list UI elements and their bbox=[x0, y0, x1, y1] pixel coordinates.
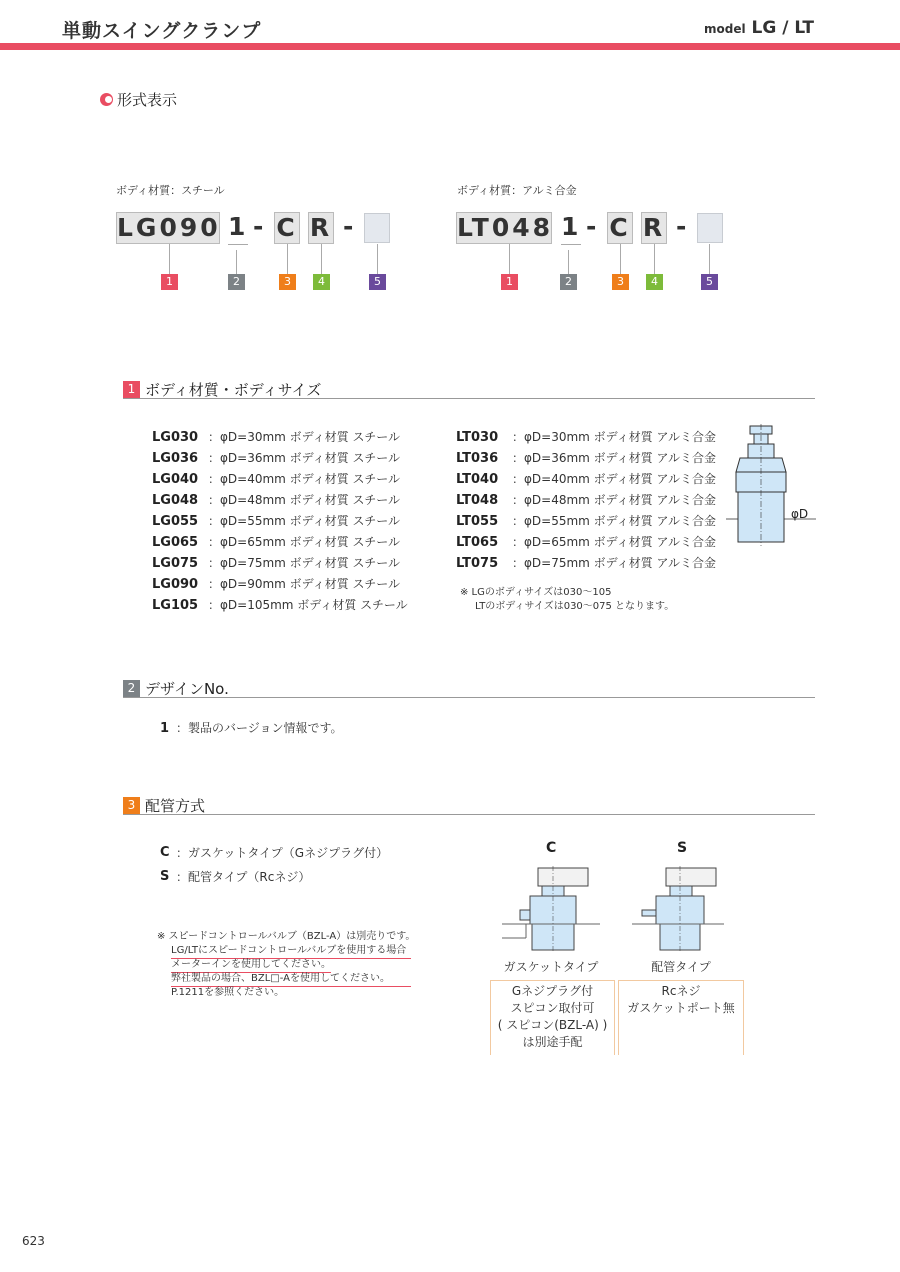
spec-row: LG055 ：φD=55mm ボディ材質 スチール bbox=[152, 514, 401, 529]
type-s-detail-line: ガスケットポート無 bbox=[627, 1001, 735, 1015]
section-title: 配管方式 bbox=[145, 797, 206, 815]
leader-line bbox=[568, 250, 569, 274]
code-dash: - bbox=[253, 212, 264, 241]
spec-row: LT048 ：φD=48mm ボディ材質 アルミ合金 bbox=[456, 493, 717, 508]
section-title: デザインNo. bbox=[145, 680, 229, 698]
type-c-detail-line: ( スピコン(BZL-A) ) bbox=[497, 1018, 608, 1032]
piping-type-illustration bbox=[632, 866, 724, 952]
leader-line bbox=[236, 250, 237, 274]
spec-row: LT036 ：φD=36mm ボディ材質 アルミ合金 bbox=[456, 451, 717, 466]
section-design-no bbox=[123, 678, 229, 699]
leader-line bbox=[509, 244, 510, 274]
type-s-label: 配管タイプ bbox=[651, 960, 711, 974]
gasket-type-illustration bbox=[502, 866, 600, 952]
spec-row: LT040 ：φD=40mm ボディ材質 アルミ合金 bbox=[456, 472, 717, 487]
tag-4: 4 bbox=[646, 274, 663, 290]
spec-row: LG075 ：φD=75mm ボディ材質 スチール bbox=[152, 556, 401, 571]
type-c-detail-line: は別途手配 bbox=[522, 1035, 583, 1049]
leader-line bbox=[620, 244, 621, 274]
section-number: 3 bbox=[123, 797, 140, 814]
spec-row: LG036 ：φD=36mm ボディ材質 スチール bbox=[152, 451, 401, 466]
model-code-box: LG090 bbox=[117, 213, 221, 242]
leader-line bbox=[709, 244, 710, 274]
header-accent-bar bbox=[0, 43, 900, 50]
piping-item: S ：配管タイプ（Rcネジ） bbox=[160, 869, 311, 884]
spec-row: LG090 ：φD=90mm ボディ材質 スチール bbox=[152, 577, 401, 592]
type-c-label: ガスケットタイプ bbox=[503, 960, 599, 974]
code-dash: - bbox=[586, 212, 597, 241]
clamp-body-illustration bbox=[726, 424, 816, 548]
piping-list bbox=[160, 841, 388, 889]
type-c-detail-line: スピコン取付可 bbox=[510, 1001, 595, 1015]
section-body-material-size bbox=[123, 379, 321, 400]
speed-control-note: 弊社製品の場合、BZL□-Aを使用してください。 bbox=[171, 972, 411, 987]
material-label-steel: ボディ材質：スチール bbox=[116, 184, 225, 197]
lt-spec-list bbox=[456, 427, 716, 574]
tag-3: 3 bbox=[279, 274, 296, 290]
tag-5: 5 bbox=[369, 274, 386, 290]
option-code-box: R bbox=[642, 213, 666, 242]
speed-control-note: LG/LTにスピードコントロールバルブを使用する場合 bbox=[171, 944, 411, 959]
page-header-title: 単動スイングクランプ bbox=[62, 20, 262, 42]
lg-spec-list bbox=[152, 427, 408, 616]
model-code-box: LT048 bbox=[457, 213, 554, 242]
section-number: 2 bbox=[123, 680, 140, 697]
tag-1: 1 bbox=[501, 274, 518, 290]
code-dash: - bbox=[343, 212, 354, 241]
tag-1: 1 bbox=[161, 274, 178, 290]
design-no-item: 1 ：製品のバージョン情報です。 bbox=[160, 721, 343, 736]
design-number: 1 bbox=[561, 212, 579, 241]
section-model-designation bbox=[100, 89, 177, 110]
spec-row: LG105 ：φD=105mm ボディ材質 スチール bbox=[152, 598, 408, 613]
empty-code-box bbox=[697, 213, 723, 243]
type-c-details bbox=[490, 980, 615, 1055]
model-name: LG / LT bbox=[751, 18, 814, 38]
tag-3: 3 bbox=[612, 274, 629, 290]
type-s-letter: S bbox=[677, 840, 688, 856]
tag-5: 5 bbox=[701, 274, 718, 290]
spec-row: LG030 ：φD=30mm ボディ材質 スチール bbox=[152, 430, 401, 445]
spec-row: LT055 ：φD=55mm ボディ材質 アルミ合金 bbox=[456, 514, 717, 529]
spec-row: LT030 ：φD=30mm ボディ材質 アルミ合金 bbox=[456, 430, 717, 445]
design-number: 1 bbox=[228, 212, 246, 241]
tag-4: 4 bbox=[313, 274, 330, 290]
body-size-note: LTのボディサイズは030～075 となります。 bbox=[475, 601, 675, 612]
model-prefix: model bbox=[704, 22, 746, 36]
material-label-aluminum: ボディ材質：アルミ合金 bbox=[457, 184, 577, 197]
port-code-box: C bbox=[274, 212, 300, 244]
spec-row: LG048 ：φD=48mm ボディ材質 スチール bbox=[152, 493, 401, 508]
page-number: 623 bbox=[22, 1234, 45, 1248]
section-title: ボディ材質・ボディサイズ bbox=[145, 381, 322, 399]
section-rule bbox=[123, 697, 815, 698]
speed-control-note: ※ スピードコントロールバルブ（BZL-A）は別売りです。 bbox=[157, 931, 416, 942]
spec-row: LG040 ：φD=40mm ボディ材質 スチール bbox=[152, 472, 401, 487]
speed-control-note: メーターインを使用してください。 bbox=[171, 958, 331, 973]
leader-line bbox=[561, 244, 581, 245]
leader-line bbox=[377, 244, 378, 274]
type-s-detail-line: Rcネジ bbox=[661, 984, 701, 998]
spec-row: LT065 ：φD=65mm ボディ材質 アルミ合金 bbox=[456, 535, 717, 550]
speed-control-note: P.1211を参照ください。 bbox=[171, 987, 285, 998]
code-dash: - bbox=[676, 212, 687, 241]
option-code-box: R bbox=[309, 213, 333, 242]
port-code-box: C bbox=[607, 212, 633, 244]
type-c-detail-line: Gネジプラグ付 bbox=[511, 984, 594, 998]
piping-item: C ：ガスケットタイプ（Gネジプラグ付） bbox=[160, 845, 389, 860]
section-rule bbox=[123, 814, 815, 815]
section-number: 1 bbox=[123, 381, 140, 398]
section-rule bbox=[123, 398, 815, 399]
leader-line bbox=[287, 244, 288, 274]
empty-code-box bbox=[364, 213, 390, 243]
body-size-note: ※ LGのボディサイズは030～105 bbox=[460, 587, 612, 598]
bullet-icon bbox=[100, 93, 113, 106]
model-label bbox=[704, 18, 814, 38]
section-piping-method bbox=[123, 795, 205, 816]
leader-line bbox=[654, 244, 655, 274]
leader-line bbox=[321, 244, 322, 274]
section-title: 形式表示 bbox=[117, 91, 178, 109]
leader-line bbox=[228, 244, 248, 245]
type-c-letter: C bbox=[546, 840, 557, 856]
type-s-details bbox=[618, 980, 744, 1055]
tag-2: 2 bbox=[228, 274, 245, 290]
spec-row: LG065 ：φD=65mm ボディ材質 スチール bbox=[152, 535, 401, 550]
spec-row: LT075 ：φD=75mm ボディ材質 アルミ合金 bbox=[456, 556, 717, 571]
leader-line bbox=[169, 244, 170, 274]
tag-2: 2 bbox=[560, 274, 577, 290]
diameter-label: φD bbox=[791, 507, 809, 521]
